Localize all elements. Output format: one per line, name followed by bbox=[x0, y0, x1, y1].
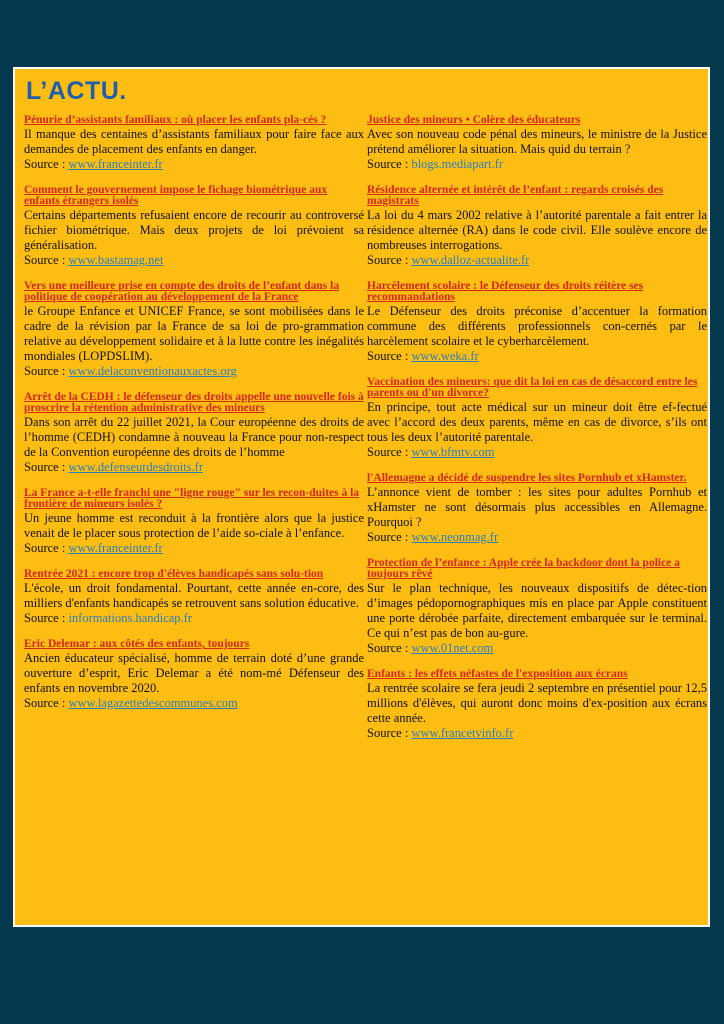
left-column bbox=[24, 115, 364, 724]
news-source bbox=[367, 445, 707, 460]
source-label: Source : bbox=[24, 364, 66, 378]
news-headline-link[interactable]: Justice des mineurs • Colère des éducateurs bbox=[367, 114, 581, 126]
news-headline-link[interactable]: La France a-t-elle franchi une "ligne rouge" sur les recon-duites à la frontière de mineurs isolés ? bbox=[24, 487, 360, 510]
news-headline-link[interactable]: Harcèlement scolaire : le Défenseur des droits réitère ses recommandations bbox=[367, 280, 644, 303]
source-label: Source : bbox=[24, 253, 66, 267]
news-summary: le Groupe Enfance et UNICEF France, se sont mobilisées dans le cadre de la révision par la France de sa loi de pro-grammation relative au développement solidaire et à la lutte contre les inégalités mondiales (LOPDSLIM). bbox=[24, 304, 364, 363]
news-source bbox=[367, 641, 707, 656]
news-source bbox=[367, 726, 707, 741]
news-item bbox=[24, 281, 364, 379]
source-label: Source : bbox=[367, 157, 409, 171]
news-summary: L’annonce vient de tomber : les sites pour adultes Pornhub et xHamster ne sont désormais plus accessibles en Allemagne. Pourquoi ? bbox=[367, 485, 707, 529]
news-item bbox=[24, 569, 364, 626]
source-label: Source : bbox=[24, 460, 66, 474]
news-summary: Avec son nouveau code pénal des mineurs, le ministre de la Justice prétend améliorer la situation. Mais quid du terrain ? bbox=[367, 127, 707, 156]
news-summary: La rentrée scolaire se fera jeudi 2 septembre en présentiel pour 12,5 millions d'élèves, qui auront donc moins d'ex-position aux écrans cette année. bbox=[367, 681, 707, 725]
news-source bbox=[24, 541, 364, 556]
news-summary: En principe, tout acte médical sur un mineur doit être ef-fectué avec l’accord des deux parents, même en cas de divorce, s’ils ont tous les deux l’autorité parentale. bbox=[367, 400, 707, 444]
news-summary: La loi du 4 mars 2002 relative à l’autorité parentale a fait entrer la résidence alternée (RA) dans le code civil. Elle soulève encore de nombreuses interrogations. bbox=[367, 208, 707, 252]
source-link[interactable]: www.franceinter.fr bbox=[68, 541, 163, 555]
source-link[interactable]: www.weka.fr bbox=[411, 349, 479, 363]
source-label: Source : bbox=[24, 541, 66, 555]
news-headline-link[interactable]: Rentrée 2021 : encore trop d'élèves handicapés sans solu-tion bbox=[24, 568, 324, 580]
news-item bbox=[24, 185, 364, 268]
source-link[interactable]: www.bfmtv.com bbox=[411, 445, 495, 459]
news-summary: Il manque des centaines d’assistants familiaux pour faire face aux demandes de placement des enfants en danger. bbox=[24, 127, 364, 156]
source-link[interactable]: www.franceinter.fr bbox=[68, 157, 163, 171]
news-source bbox=[24, 460, 364, 475]
news-source bbox=[24, 253, 364, 268]
news-summary: Certains départements refusaient encore de recourir au controversé fichier biométrique. Mais deux projets de loi prévoient sa généralisation. bbox=[24, 208, 364, 252]
news-source bbox=[367, 157, 707, 172]
source-link[interactable]: www.lagazettedescommunes.com bbox=[68, 696, 238, 710]
news-item bbox=[367, 669, 707, 741]
page-title: L’ACTU. bbox=[26, 77, 127, 105]
news-summary: Sur le plan technique, les nouveaux dispositifs de détec-tion d’images pédopornographiques mis en place par Apple constituent une porte dérobée parfaite, directement embarquée sur le terminal. Ce qui n’est pas de bon au-gure. bbox=[367, 581, 707, 640]
news-headline-link[interactable]: Résidence alternée et intérêt de l’enfant : regards croisés des magistrats bbox=[367, 184, 664, 207]
news-panel bbox=[13, 67, 710, 927]
news-summary: Un jeune homme est reconduit à la frontière alors que la justice venait de le placer sous protection de l’aide so-ciale à l’enfance. bbox=[24, 511, 364, 540]
news-source bbox=[24, 364, 364, 379]
source-label: Source : bbox=[367, 445, 409, 459]
news-item bbox=[367, 473, 707, 545]
source-link[interactable]: blogs.mediapart.fr bbox=[411, 157, 504, 171]
news-summary: Ancien éducateur spécialisé, homme de terrain doté d’une grande ouverture d’esprit, Eric Delemar a été nom-mé Défenseur des enfants en novembre 2020. bbox=[24, 651, 364, 695]
source-link[interactable]: www.bastamag.net bbox=[68, 253, 164, 267]
news-source bbox=[24, 611, 364, 626]
source-label: Source : bbox=[367, 641, 409, 655]
news-item bbox=[367, 185, 707, 268]
source-link[interactable]: www.defenseurdesdroits.fr bbox=[68, 460, 204, 474]
news-item bbox=[367, 377, 707, 460]
source-link[interactable]: www.01net.com bbox=[411, 641, 494, 655]
news-headline-link[interactable]: Eric Delemar : aux côtés des enfants, toujours bbox=[24, 638, 250, 650]
news-source bbox=[24, 157, 364, 172]
right-column bbox=[367, 115, 707, 754]
source-label: Source : bbox=[367, 253, 409, 267]
news-headline-link[interactable]: Vaccination des mineurs: que dit la loi en cas de désaccord entre les parents ou d'un divorce? bbox=[367, 376, 698, 399]
news-headline-link[interactable]: Enfants : les effets néfastes de l'exposition aux écrans bbox=[367, 668, 628, 680]
news-headline-link[interactable]: Pénurie d’assistants familiaux : où placer les enfants pla-cés ? bbox=[24, 114, 327, 126]
news-source bbox=[367, 349, 707, 364]
news-source bbox=[367, 253, 707, 268]
source-label: Source : bbox=[24, 696, 66, 710]
source-label: Source : bbox=[367, 349, 409, 363]
news-summary: Le Défenseur des droits préconise d’accentuer la formation commune des différents professionnels con-cernés par le harcèlement scolaire et le cyberharcèlement. bbox=[367, 304, 707, 348]
source-link[interactable]: www.delaconventionauxactes.org bbox=[68, 364, 237, 378]
source-label: Source : bbox=[367, 726, 409, 740]
source-label: Source : bbox=[24, 157, 66, 171]
source-link[interactable]: informations.handicap.fr bbox=[68, 611, 193, 625]
news-headline-link[interactable]: Protection de l’enfance : Apple crée la backdoor dont la police a toujours rêvé bbox=[367, 557, 680, 580]
news-source bbox=[367, 530, 707, 545]
news-item bbox=[24, 392, 364, 475]
news-headline-link[interactable]: Vers une meilleure prise en compte des droits de l’enfant dans la politique de coopération au développement de la France bbox=[24, 280, 340, 303]
news-item bbox=[367, 558, 707, 656]
source-link[interactable]: www.neonmag.fr bbox=[411, 530, 499, 544]
source-label: Source : bbox=[367, 530, 409, 544]
news-headline-link[interactable]: l'Allemagne a décidé de suspendre les sites Pornhub et xHamster. bbox=[367, 472, 687, 484]
news-item bbox=[24, 639, 364, 711]
source-link[interactable]: www.dalloz-actualite.fr bbox=[411, 253, 530, 267]
news-headline-link[interactable]: Arrêt de la CEDH : le défenseur des droits appelle une nouvelle fois à proscrire la rétention administrative des mineurs bbox=[24, 391, 364, 414]
news-item bbox=[367, 115, 707, 172]
news-source bbox=[24, 696, 364, 711]
news-headline-link[interactable]: Comment le gouvernement impose le fichage biométrique aux enfants étrangers isolés bbox=[24, 184, 328, 207]
news-item bbox=[367, 281, 707, 364]
source-label: Source : bbox=[24, 611, 66, 625]
news-item bbox=[24, 115, 364, 172]
source-link[interactable]: www.francetvinfo.fr bbox=[411, 726, 514, 740]
news-summary: Dans son arrêt du 22 juillet 2021, la Cour européenne des droits de l’homme (CEDH) condamne à nouveau la France pour non-respect de la Convention européenne des droits de l’homme bbox=[24, 415, 364, 459]
news-item bbox=[24, 488, 364, 556]
news-summary: L'école, un droit fondamental. Pourtant, cette année en-core, des milliers d'enfants handicapés se retrouvent sans solution éducative. bbox=[24, 581, 364, 610]
